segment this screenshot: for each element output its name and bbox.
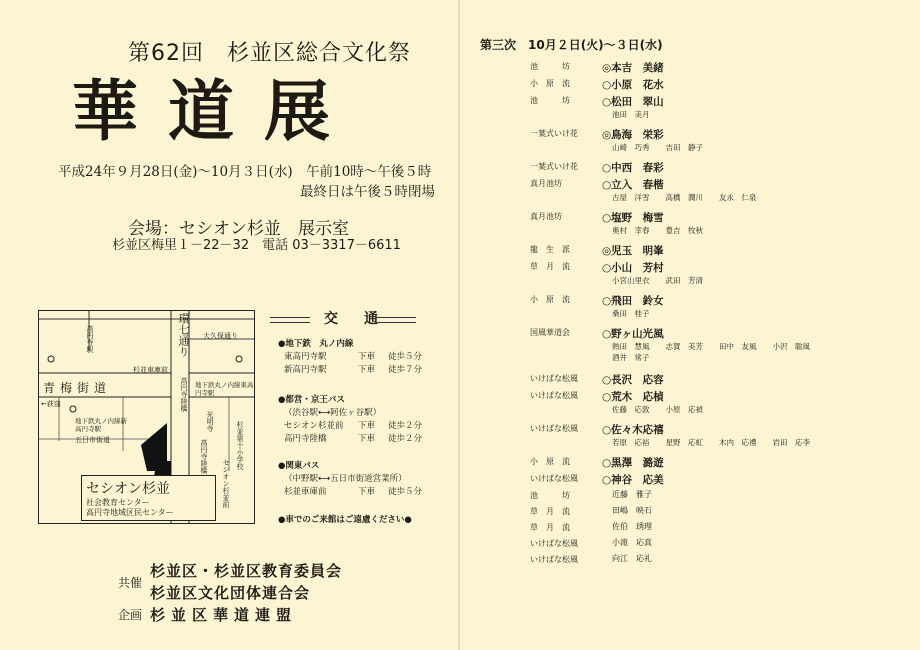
access-row (278, 433, 422, 446)
student-names (612, 109, 666, 120)
school-name: 小 原 流 (530, 79, 570, 88)
access-stop: 高円寺陸橋 (284, 434, 327, 444)
student-name: 豊吉 牧秋 (665, 226, 703, 235)
student-name: 高橋 潤川 (665, 193, 703, 202)
student-name: 田嶋 映石 (612, 506, 652, 515)
map-label-rikkyo-bus: 高円寺陸橋 (200, 439, 208, 474)
master-name: ◎鳥海 栄彩 (602, 129, 664, 141)
access-group-sub: （渋谷駅⟷阿佐ヶ谷駅） (284, 408, 382, 418)
map-label-kannana: 環七通り (177, 313, 190, 357)
master-name: ○小原 花水 (602, 79, 664, 91)
access-row (278, 364, 422, 377)
access-group-head: ●地下鉄 丸ノ内線 (278, 339, 354, 349)
master-name: ○小山 芳村 (602, 262, 664, 274)
access-row (278, 351, 422, 364)
student-names (612, 553, 668, 564)
access-time: 徒歩５分 (388, 352, 423, 362)
venue-address: 杉並区梅里１－22－32 電話 03－3317－6611 (112, 238, 401, 253)
exhibition-dates: 平成24年９月28日(金)～10月３日(水) 午前10時～午後５時 (58, 164, 432, 180)
school-name: いけばな松風 (530, 539, 578, 548)
access-bus-toei (278, 394, 422, 446)
master-name: ○中西 春彩 (602, 162, 664, 174)
student-name: 吉田 静子 (665, 143, 703, 152)
right-page (460, 0, 920, 650)
student-names (612, 521, 668, 532)
student-name: 奥村 幸春 (612, 226, 650, 235)
student-names (612, 537, 668, 548)
student-name: 小滝 応真 (612, 538, 652, 547)
student-names (612, 404, 719, 415)
map-label-sugimachi: 杉並車庫前 (133, 366, 168, 374)
map-label-itsukaichi: 五日市街道 (75, 436, 110, 444)
master-name: ○松田 翠山 (602, 96, 664, 108)
student-names (612, 275, 719, 286)
student-names (612, 225, 719, 236)
access-time: 徒歩２分 (388, 434, 423, 444)
school-name: いけばな松風 (530, 474, 578, 483)
access-note: ●車でのご来館はご遠慮ください● (278, 515, 412, 525)
student-name: 木内 応禮 (719, 438, 757, 447)
student-name: 若原 応裕 (612, 438, 650, 447)
school-name: 小 原 流 (530, 457, 570, 466)
master-name: ◎児玉 明峯 (602, 245, 664, 257)
org-line-1: 杉並区・杉並区教育委員会 (150, 562, 343, 580)
student-name: 友永 仁泉 (719, 193, 757, 202)
school-name: 草 月 流 (530, 523, 570, 532)
access-group-head: ●都営・京王バス (278, 395, 345, 405)
school-name: 草 月 流 (530, 262, 570, 271)
map-venue-sub2: 高円寺地域区民センター (86, 508, 174, 517)
map-label-school: 杉並第十小学校 (236, 421, 244, 470)
schedule-heading: 第三次 10月２日(火)～３日(水) (480, 38, 663, 52)
map-venue-name: セシオン杉並 (86, 481, 170, 497)
school-name: 草 月 流 (530, 507, 570, 516)
map-label-rikkyo: 高円寺陸橋 (180, 377, 188, 412)
access-stop: 東高円寺駅 (284, 352, 327, 362)
school-name: 小 原 流 (530, 295, 570, 304)
access-stop: セシオン杉並前 (284, 421, 344, 431)
map-label-chikatetsu: 地下鉄丸ノ内線東高円寺駅 (195, 381, 254, 397)
school-name: 龍 生 派 (530, 245, 570, 254)
map-label-ogikubo: ←荻窪 (41, 400, 61, 408)
map-venue-box (81, 475, 216, 521)
access-group-head: ●関東バス (278, 461, 320, 471)
master-name: ◎本吉 美緒 (602, 62, 664, 74)
student-names (612, 192, 773, 203)
student-name: 近藤 雅子 (612, 490, 652, 499)
school-name: 真月池坊 (530, 179, 562, 188)
student-name: 山崎 巧秀 (612, 143, 650, 152)
student-names (612, 142, 719, 153)
org-kikaku-label: 企画 (118, 608, 143, 622)
student-name: 小沢 聡風 (772, 342, 810, 351)
school-name: 池 坊 (530, 491, 570, 500)
access-group-sub: （中野駅⟷五日市街道営業所） (284, 474, 407, 484)
master-name: ○野ヶ山光風 (602, 328, 664, 340)
student-name: 星野 応虹 (665, 438, 703, 447)
org-line-2: 杉並区文化団体連合会 (150, 584, 311, 602)
student-name: 志賀 美芳 (665, 342, 703, 351)
master-name: ○荒木 応楨 (602, 391, 664, 403)
org-kyosai-label: 共催 (118, 576, 143, 590)
master-name: ○飛田 鈴女 (602, 295, 664, 307)
access-row (278, 420, 422, 433)
access-time: 徒歩２分 (388, 421, 423, 431)
student-name: 桑田 桂子 (612, 309, 650, 318)
student-name: 酒井 常子 (612, 353, 650, 362)
school-name: 池 坊 (530, 96, 570, 105)
school-name: 国風華道会 (530, 328, 570, 337)
access-mode: 下車 (358, 352, 376, 362)
access-mode: 下車 (358, 365, 376, 375)
access-map (38, 310, 255, 524)
access-subway (278, 338, 422, 377)
student-name: 向江 応礼 (612, 554, 652, 563)
master-name: ○神谷 応美 (602, 474, 664, 486)
school-name: 一葉式いけ花 (530, 129, 578, 138)
map-label-shinkoenji-station: 地下鉄丸ノ内線新高円寺駅 (75, 417, 127, 433)
student-names (612, 505, 668, 516)
master-name: ○黒澤 潞遊 (602, 457, 664, 469)
master-name: ○佐々木応禧 (602, 424, 664, 436)
student-name: 熱田 慧風 (612, 342, 650, 351)
student-name: 小原 応禎 (665, 405, 703, 414)
student-names (612, 437, 826, 448)
master-name: ○立入 春楷 (602, 179, 664, 191)
access-time: 徒歩５分 (388, 487, 423, 497)
closing-note: 最終日は午後５時閉場 (300, 184, 435, 200)
access-heading (270, 310, 420, 326)
student-names (612, 489, 668, 500)
student-name: 田中 友風 (719, 342, 757, 351)
access-mode: 下車 (358, 434, 376, 444)
student-name: 佐伯 琇理 (612, 522, 652, 531)
access-bus-kanto (278, 460, 422, 499)
school-name: 一葉式いけ花 (530, 162, 578, 171)
venue-name: 会場：セシオン杉並 展示室 (128, 219, 349, 239)
master-name: ○長沢 応容 (602, 374, 664, 386)
student-names (612, 341, 826, 363)
student-name: 小宮山里衣 (612, 276, 650, 285)
access-mode: 下車 (358, 487, 376, 497)
master-name: ○塩野 梅雪 (602, 212, 664, 224)
org-line-3: 杉並区華道連盟 (150, 606, 298, 624)
map-label-sesion-bus: セシオン杉並前 (222, 459, 230, 508)
school-name: いけばな松風 (530, 424, 578, 433)
access-time: 徒歩７分 (388, 365, 423, 375)
school-name: いけばな松風 (530, 555, 578, 564)
edition-title: 第62回 杉並区総合文化祭 (128, 41, 411, 66)
access-heading-text: 交 通 (324, 311, 384, 327)
student-names (612, 308, 666, 319)
student-name: 佐藤 応敦 (612, 405, 650, 414)
access-row (278, 486, 422, 499)
access-stop: 杉並車庫前 (284, 487, 327, 497)
map-venue-sub1: 社会教育センター (86, 498, 150, 507)
map-label-oume: 青梅街道 (43, 381, 112, 395)
student-name: 岩田 応李 (772, 438, 810, 447)
school-name: 池 坊 (530, 62, 570, 71)
main-title: 華道展 (72, 72, 360, 150)
access-mode: 下車 (358, 421, 376, 431)
student-name: 武田 芳清 (665, 276, 703, 285)
map-label-hikari: 光明寺 (206, 411, 214, 432)
student-name: 古屋 洋雪 (612, 193, 650, 202)
access-stop: 新高円寺駅 (284, 365, 327, 375)
school-name: いけばな松風 (530, 391, 578, 400)
student-name: 池田 美月 (612, 110, 650, 119)
map-label-koenji: 高円寺駅 (86, 325, 94, 353)
school-name: 真月池坊 (530, 212, 562, 221)
school-name: いけばな松風 (530, 374, 578, 383)
map-label-osaka: 大久保通り (203, 332, 238, 340)
